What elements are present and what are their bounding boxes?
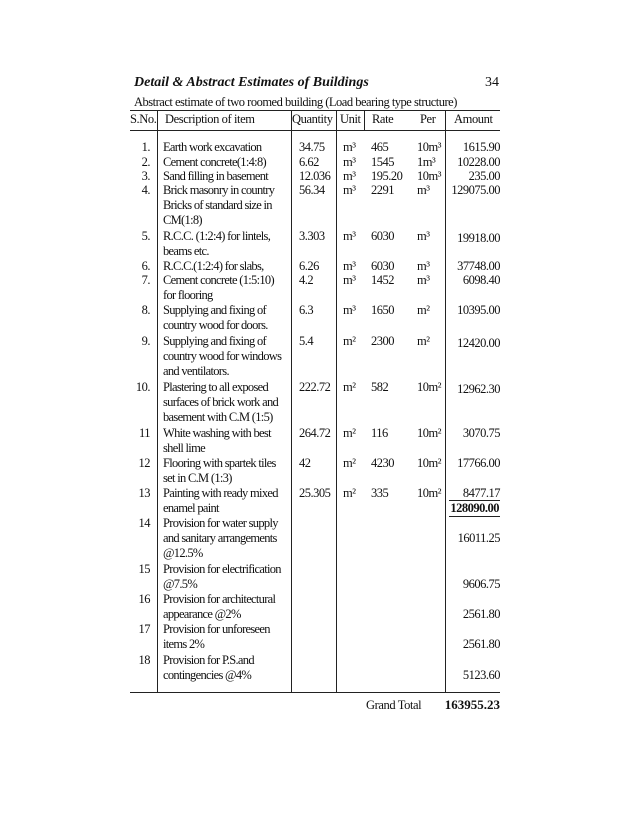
row-description-line: CM(1:8) [163, 213, 202, 227]
row-amount: 8477.17 [462, 486, 500, 500]
row-serial-number: 8. [141, 303, 150, 317]
row-amount: 1615.90 [462, 140, 500, 154]
row-amount: 10395.00 [457, 303, 500, 317]
row-description-line: Cement concrete (1:5:10) [163, 273, 274, 287]
row-amount: 2561.80 [462, 607, 500, 621]
row-quantity: 6.3 [299, 303, 314, 317]
row-description-line: Earth work excavation [163, 140, 262, 154]
row-description [163, 229, 291, 259]
row-rate: 1452 [371, 273, 394, 287]
row-rate: 6030 [371, 259, 394, 273]
row-unit: m³ [343, 183, 356, 197]
row-per: m³ [417, 183, 430, 197]
row-unit: m² [343, 380, 356, 394]
row-description-line: Sand filling in basement [163, 169, 269, 183]
row-serial-number: 1. [141, 140, 150, 154]
row-rate: 116 [371, 426, 388, 440]
row-quantity: 42 [299, 456, 311, 470]
grand-total-label: Grand Total [366, 698, 422, 712]
row-amount: 17766.00 [457, 456, 500, 470]
row-description-line: Supplying and fixing of [163, 334, 266, 348]
table-caption: Abstract estimate of two roomed building (Load bearing type structure) [134, 95, 457, 109]
row-unit: m² [343, 456, 356, 470]
row-serial-number: 17 [138, 622, 150, 636]
row-description [163, 562, 291, 592]
row-per: m² [417, 303, 430, 317]
row-description-line: White washing with best [163, 426, 271, 440]
row-rate: 1545 [371, 155, 394, 169]
row-serial-number: 13 [138, 486, 150, 500]
row-description-line: basement with C.M (1:5) [163, 410, 273, 424]
row-quantity: 3.303 [299, 229, 325, 243]
row-per: m³ [417, 259, 430, 273]
row-description-line: appearance @2% [163, 607, 241, 621]
row-per: 10m² [417, 486, 441, 500]
row-amount: 129075.00 [451, 183, 500, 197]
column-header-rate: Rate [372, 112, 394, 126]
row-quantity: 6.26 [299, 259, 319, 273]
row-description-line: Bricks of standard size in [163, 198, 272, 212]
column-header-per: Per [420, 112, 436, 126]
row-serial-number: 2. [141, 155, 150, 169]
row-per: 10m² [417, 426, 441, 440]
column-header-amount: Amount [454, 112, 493, 126]
row-description-line: contingencies @4% [163, 668, 252, 682]
row-serial-number: 11 [138, 426, 150, 440]
row-amount: 2561.80 [462, 637, 500, 651]
row-serial-number: 9. [141, 334, 150, 348]
column-divider-unit [364, 110, 365, 130]
row-unit: m² [343, 334, 356, 348]
row-rate: 2291 [371, 183, 394, 197]
row-serial-number: 5. [141, 229, 150, 243]
column-divider-sno [157, 110, 158, 692]
row-description [163, 516, 291, 561]
row-quantity: 222.72 [299, 380, 331, 394]
row-description-line: shell lime [163, 441, 205, 455]
row-serial-number: 3. [141, 169, 150, 183]
row-description-line: @7.5% [163, 577, 198, 591]
running-header-title: Detail & Abstract Estimates of Buildings [134, 75, 369, 90]
row-serial-number: 15 [138, 562, 150, 576]
row-rate: 582 [371, 380, 389, 394]
row-per: 10m³ [417, 140, 441, 154]
row-description-line: surfaces of brick work and [163, 395, 279, 409]
row-unit: m³ [343, 155, 356, 169]
column-divider-quantity [336, 110, 337, 692]
row-description [163, 169, 291, 184]
row-quantity: 4.2 [299, 273, 314, 287]
row-per: m² [417, 334, 430, 348]
subtotal-amount: 128090.00 [450, 501, 499, 515]
row-unit: m³ [343, 273, 356, 287]
row-description-line: Supplying and fixing of [163, 303, 266, 317]
row-description-line: Provision for water supply [163, 516, 278, 530]
row-per: 10m³ [417, 169, 441, 183]
row-amount: 16011.25 [457, 531, 500, 545]
row-description [163, 273, 291, 303]
row-description-line: R.C.C.(1:2:4) for slabs, [163, 259, 264, 273]
row-description [163, 140, 291, 155]
row-unit: m³ [343, 169, 356, 183]
page-number: 34 [485, 75, 499, 90]
row-amount: 9606.75 [462, 577, 500, 591]
row-description-line: enamel paint [163, 501, 219, 515]
row-description-line: items 2% [163, 637, 205, 651]
row-amount: 10228.00 [457, 155, 500, 169]
column-divider-description [291, 110, 292, 692]
row-description-line: @12.5% [163, 546, 203, 560]
row-description-line: Provision for P.S.and [163, 653, 254, 667]
row-description-line: Flooring with spartek tiles [163, 456, 276, 470]
row-description [163, 380, 291, 425]
row-amount: 19918.00 [457, 231, 500, 245]
row-amount: 12420.00 [457, 336, 500, 350]
table-bottom-rule [130, 692, 500, 693]
row-description-line: for flooring [163, 288, 213, 302]
row-quantity: 6.62 [299, 155, 319, 169]
row-description [163, 334, 291, 379]
row-unit: m³ [343, 140, 356, 154]
row-quantity: 5.4 [299, 334, 314, 348]
row-amount: 37748.00 [457, 259, 500, 273]
row-per: 10m² [417, 380, 441, 394]
row-description-line: Painting with ready mixed [163, 486, 278, 500]
row-rate: 4230 [371, 456, 394, 470]
row-description-line: and sanitary arrangements [163, 531, 277, 545]
row-description-line: Plastering to all exposed [163, 380, 269, 394]
row-quantity: 12.036 [299, 169, 331, 183]
row-unit: m² [343, 426, 356, 440]
row-unit: m³ [343, 229, 356, 243]
row-amount: 3070.75 [462, 426, 500, 440]
row-serial-number: 6. [141, 259, 150, 273]
column-divider-amount [445, 110, 446, 692]
row-description-line: Cement concrete(1:4:8) [163, 155, 266, 169]
row-amount: 5123.60 [462, 668, 500, 682]
column-header-unit: Unit [340, 112, 361, 126]
row-amount: 12962.30 [457, 382, 500, 396]
row-quantity: 56.34 [299, 183, 325, 197]
row-rate: 335 [371, 486, 389, 500]
row-per: m³ [417, 229, 430, 243]
row-serial-number: 12 [138, 456, 150, 470]
row-serial-number: 14 [138, 516, 150, 530]
row-per: m³ [417, 273, 430, 287]
row-serial-number: 7. [141, 273, 150, 287]
row-description [163, 155, 291, 170]
column-header-description: Description of item [165, 112, 255, 126]
row-description [163, 426, 291, 456]
row-quantity: 264.72 [299, 426, 331, 440]
row-description [163, 486, 291, 516]
row-description [163, 259, 291, 274]
row-rate: 1650 [371, 303, 394, 317]
row-description-line: country wood for windows [163, 349, 282, 363]
row-per: 10m² [417, 456, 441, 470]
row-unit: m³ [343, 303, 356, 317]
row-rate: 465 [371, 140, 389, 154]
row-quantity: 34.75 [299, 140, 325, 154]
row-per: 1m³ [417, 155, 436, 169]
row-serial-number: 18 [138, 653, 150, 667]
row-amount: 235.00 [468, 169, 500, 183]
column-header-quantity: Quantity [292, 112, 333, 126]
row-rate: 2300 [371, 334, 394, 348]
row-serial-number: 10. [135, 380, 150, 394]
row-unit: m² [343, 486, 356, 500]
row-serial-number: 16 [138, 592, 150, 606]
row-description [163, 183, 291, 228]
row-description [163, 592, 291, 622]
column-header-sno: S.No. [130, 112, 157, 126]
row-description [163, 303, 291, 333]
row-unit: m³ [343, 259, 356, 273]
row-description-line: beams etc. [163, 244, 209, 258]
row-rate: 6030 [371, 229, 394, 243]
row-serial-number: 4. [141, 183, 150, 197]
row-description-line: Provision for architectural [163, 592, 276, 606]
grand-total-value: 163955.23 [444, 697, 500, 712]
row-description-line: Provision for unforeseen [163, 622, 270, 636]
row-rate: 195.20 [371, 169, 403, 183]
row-description [163, 456, 291, 486]
row-description-line: and ventilators. [163, 364, 229, 378]
row-description-line: country wood for doors. [163, 318, 268, 332]
row-description [163, 653, 291, 683]
row-amount: 6098.40 [462, 273, 500, 287]
row-description-line: set in C.M (1:3) [163, 471, 232, 485]
row-description-line: R.C.C. (1:2:4) for lintels, [163, 229, 271, 243]
row-description-line: Brick masonry in country [163, 183, 275, 197]
row-description-line: Provision for electrification [163, 562, 281, 576]
row-quantity: 25.305 [299, 486, 331, 500]
row-description [163, 622, 291, 652]
